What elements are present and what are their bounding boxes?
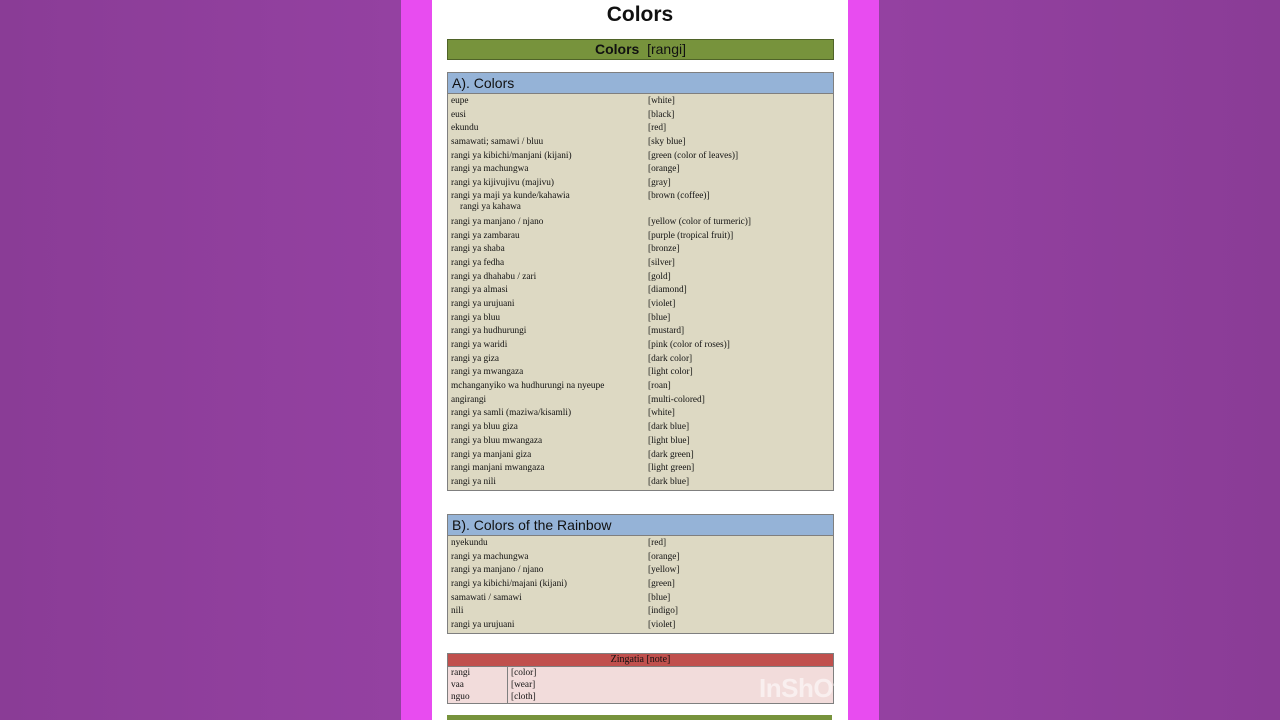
swahili-term: rangi ya giza [451,353,500,364]
english-translation: [orange] [648,164,680,175]
english-translation: [red] [648,538,667,548]
swahili-term: mchanganyiko wa hudhurungi na nyeupe [451,381,605,392]
table-row [448,136,833,150]
swahili-term: vaa [448,679,508,691]
swahili-term: rangi ya samli (maziwa/kisamli) [451,408,572,419]
table-row [448,551,833,565]
document-page[interactable] [432,0,848,720]
english-translation: [wear] [511,680,536,690]
section-colors-heading: A). Colors [448,73,833,94]
english-translation: [dark color] [648,353,693,364]
table-row [448,177,833,191]
english-translation: [roan] [648,381,671,392]
swahili-term: ekundu [451,123,479,134]
swahili-term: rangi ya almasi [451,285,508,296]
table-row [448,150,833,164]
table-row [448,421,833,435]
swahili-term-line: rangi ya maji ya kunde/kahawia [451,190,570,201]
swahili-term: rangi ya hudhurungi [451,326,527,337]
english-translation: [dark blue] [648,476,690,487]
table-row [448,578,833,592]
table-row [448,592,833,606]
table-row [448,271,833,285]
english-translation: [cloth] [511,692,536,702]
english-translation: [gray] [648,178,671,189]
swahili-term: rangi ya nili [451,476,496,487]
table-row [448,325,833,339]
english-translation: [black] [648,109,675,120]
table-row [448,339,833,353]
english-translation: [color] [511,668,537,678]
swahili-term: rangi ya bluu giza [451,422,518,433]
table-row [448,435,833,449]
swahili-term-line: rangi ya kahawa [460,202,521,213]
table-row [448,298,833,312]
table-row [448,380,833,394]
table-row [448,230,833,244]
swahili-term: rangi ya manjano / njano [451,565,544,576]
table-row [448,537,833,551]
note-heading: Zingatia [note] [448,654,833,667]
english-translation: [silver] [648,257,675,268]
english-translation: [yellow (color of turmeric)] [648,216,751,227]
swahili-term: rangi ya urujuani [451,620,515,631]
english-translation: [green] [648,579,675,590]
table-row [448,407,833,421]
english-translation: [violet] [648,298,676,309]
section-rainbow-rows [448,536,833,633]
english-translation: [light green] [648,463,695,474]
table-row [448,191,833,216]
swahili-term: rangi ya kibichi/manjani (kijani) [451,150,572,161]
swahili-term: rangi ya fedha [451,257,505,268]
english-translation: [light color] [648,367,693,378]
swahili-term: rangi ya dhahabu / zari [451,271,537,282]
swahili-term: rangi ya waridi [451,340,508,350]
section-rainbow-heading: B). Colors of the Rainbow [448,515,833,536]
swahili-term: rangi ya machungwa [451,551,529,562]
english-translation: [white] [648,96,675,106]
table-row [448,312,833,326]
table-row [448,243,833,257]
swahili-term: rangi ya kijivujivu (majivu) [451,178,555,189]
main-header-bold: Colors [594,41,640,57]
table-row [448,122,833,136]
table-row [448,163,833,177]
table-row [448,462,833,476]
swahili-term: samawati / samawi [451,592,522,603]
swahili-term [448,191,648,216]
swahili-term: rangi manjani mwangaza [451,463,545,474]
swahili-term: angirangi [451,394,487,405]
english-translation: [green (color of leaves)] [648,150,739,161]
swahili-term: nyekundu [451,538,488,548]
english-translation: [pink (color of roses)] [648,340,730,350]
table-row [448,353,833,367]
table-row [448,605,833,619]
swahili-term: rangi ya shaba [451,244,505,255]
english-translation: [yellow] [648,565,680,576]
swahili-term: eupe [451,96,469,106]
english-translation: [diamond] [648,285,687,296]
swahili-term: rangi ya manjano / njano [451,216,544,227]
english-translation: [indigo] [648,606,678,617]
swahili-term: samawati; samawi / bluu [451,137,544,148]
swahili-term: rangi ya bluu mwangaza [451,435,543,446]
english-translation: [brown (coffee)] [648,190,710,201]
swahili-term: rangi ya mwangaza [451,367,524,378]
english-translation: [red] [648,123,667,134]
section-rainbow [447,514,834,634]
table-row [448,449,833,463]
main-header-rest: [rangi] [647,41,687,57]
swahili-term: eusi [451,109,466,120]
page-title: Colors [606,3,674,26]
swahili-term: rangi ya kibichi/majani (kijani) [451,579,567,590]
swahili-term: rangi ya machungwa [451,164,529,175]
english-translation: [blue] [648,312,671,323]
english-translation: [white] [648,408,675,419]
english-translation: [sky blue] [648,137,686,148]
english-translation: [mustard] [648,326,685,337]
next-section-bar [447,715,832,720]
swahili-term: nili [451,606,464,617]
section-colors [447,72,834,491]
section-colors-rows [448,94,833,490]
english-translation: [gold] [648,271,671,282]
swahili-term: rangi ya manjani giza [451,449,532,460]
english-translation: [blue] [648,592,671,603]
table-row [448,216,833,230]
swahili-term: rangi ya zambarau [451,230,520,241]
english-translation: [light blue] [648,435,690,446]
inshot-watermark: InShOt [759,673,842,703]
english-translation: [multi-colored] [648,394,705,405]
table-row [448,109,833,123]
english-translation: [bronze] [648,244,680,255]
english-translation: [dark green] [648,449,694,460]
table-row [448,366,833,380]
table-row [448,95,833,109]
english-translation: [purple (tropical fruit)] [648,230,734,241]
swahili-term: rangi ya bluu [451,312,501,323]
swahili-term: rangi [448,667,508,679]
table-row [448,619,833,633]
english-translation: [orange] [648,551,680,562]
english-translation: [violet] [648,620,676,631]
main-header-bar [447,39,834,60]
english-translation: [dark blue] [648,422,690,433]
table-row [448,564,833,578]
swahili-term: rangi ya urujuani [451,298,515,309]
table-row [448,257,833,271]
swahili-term: nguo [448,691,508,703]
table-row [448,476,833,490]
table-row [448,284,833,298]
table-row [448,394,833,408]
